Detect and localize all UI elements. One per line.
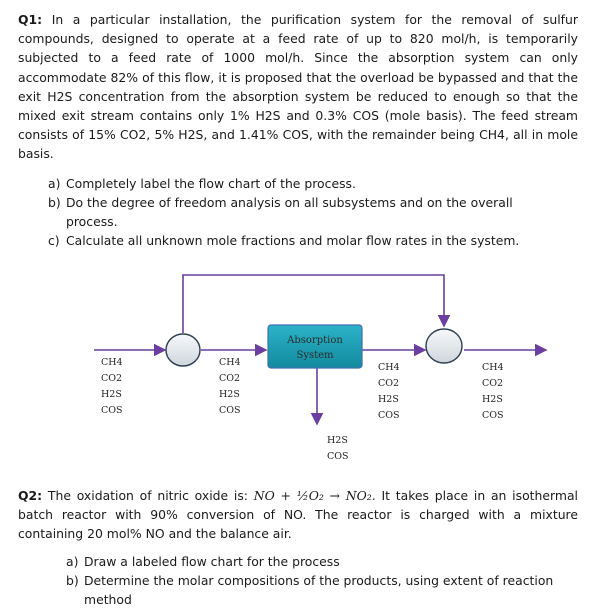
species-label: H2S (327, 435, 348, 446)
product-species-labels (482, 362, 504, 421)
list-text: Completely label the flow chart of the process. (66, 176, 356, 191)
list-text: Draw a labeled flow chart for the process (84, 554, 340, 569)
list-marker: c) (48, 233, 60, 248)
species-label: CH4 (219, 357, 241, 368)
species-label: COS (327, 451, 349, 462)
feed-species-labels (101, 357, 123, 416)
species-label: CH4 (482, 362, 504, 373)
list-marker: b) (66, 573, 79, 588)
q1-label: Q1: (18, 12, 43, 27)
absorber-outlet-species-labels (378, 362, 400, 421)
species-label: COS (101, 405, 123, 416)
q2-equation: NO + ½O₂ → NO₂. (253, 488, 376, 503)
species-label: H2S (378, 394, 399, 405)
list-text: Do the degree of freedom analysis on all subsystems and on the overall process. (66, 195, 513, 229)
list-item (66, 571, 576, 609)
species-label: H2S (219, 389, 240, 400)
absorbed-species-labels (327, 435, 349, 462)
list-marker: b) (48, 195, 61, 210)
absorption-label-line1: Absorption (287, 335, 343, 346)
species-label: H2S (101, 389, 122, 400)
q2-list (66, 552, 576, 609)
species-label: H2S (482, 394, 503, 405)
species-label: CH4 (101, 357, 123, 368)
q2-label: Q2: (18, 488, 43, 503)
absorption-system-box (268, 325, 362, 368)
bypass-stream (183, 275, 444, 333)
list-marker: a) (48, 176, 61, 191)
splitter-node (166, 334, 200, 366)
q2-paragraph (18, 486, 578, 544)
absorption-label-line2: System (296, 350, 334, 361)
species-label: CO2 (101, 373, 123, 384)
species-label: CO2 (219, 373, 241, 384)
mixer-node (426, 329, 462, 363)
list-marker: a) (66, 554, 79, 569)
q2-text-before: The oxidation of nitric oxide is: (47, 488, 248, 503)
q2-text-after: It takes place in an isothermal batch reactor with 90% conversion of NO. The reactor is charged with a mixture containing 20 mol% NO and the balance air. (18, 488, 578, 542)
q1-text: In a particular installation, the purification system for the removal of sulfur compounds, designed to operate at a feed rate of up to 820 mol/h, is temporarily subjected to a feed rate of 1000 mol/h. Since the absorption system can only accommodate 82% of this flow, it is proposed that the overload be bypassed and that the exit H2S concentration from the absorption system be reduced to enough so that the mixed exit stream contains only 1% H2S and 0.3% COS (mole basis). The feed stream consists of 15% CO2, 5% H2S, and 1.41% COS, with the remainder being CH4, all in mole basis. (18, 12, 578, 162)
species-label: COS (219, 405, 241, 416)
species-label: CO2 (378, 378, 400, 389)
species-label: COS (482, 410, 504, 421)
list-text: Calculate all unknown mole fractions and molar flow rates in the system. (66, 233, 520, 248)
absorber-inlet-species-labels (219, 357, 241, 416)
species-label: CO2 (482, 378, 504, 389)
species-label: COS (378, 410, 400, 421)
species-label: CH4 (378, 362, 400, 373)
list-text: Determine the molar compositions of the products, using extent of reaction method (84, 573, 554, 607)
list-item (66, 552, 576, 571)
